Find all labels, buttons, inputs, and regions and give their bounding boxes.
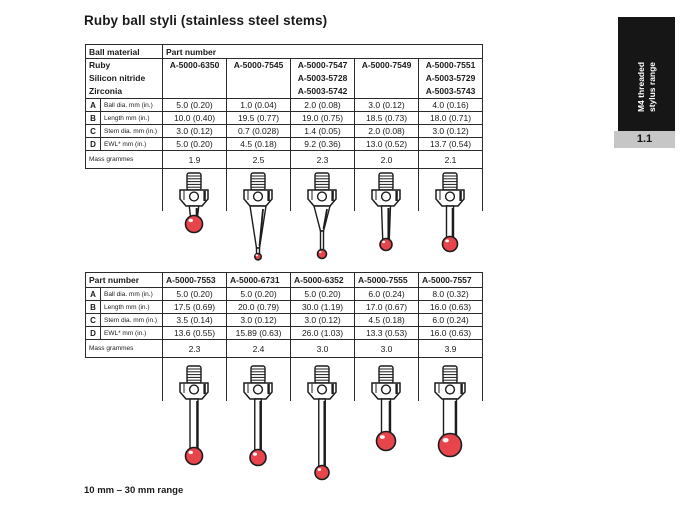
page-title: Ruby ball styli (stainless steel stems) (84, 13, 328, 28)
column-divider (418, 358, 419, 401)
ball-material-header: Ball material (86, 45, 163, 59)
spec-value: 5.0 (0.20) (163, 138, 227, 151)
stylus-a-5000-7547 (290, 171, 354, 267)
spec-value: 2.0 (0.08) (355, 125, 419, 138)
row-letter: C (86, 314, 101, 327)
spec-value: 9.2 (0.36) (291, 138, 355, 151)
stylus-a-5000-7551 (418, 171, 482, 267)
spec-value: 3.0 (0.12) (291, 314, 355, 327)
row-description: EWL* mm (in.) (101, 327, 163, 340)
spec-value: 1.0 (0.04) (227, 99, 291, 112)
spec-value: 20.0 (0.79) (227, 301, 291, 314)
spec-value: 3.0 (0.12) (355, 99, 419, 112)
part-number-cell: A-5000-7549 (355, 59, 419, 99)
row-description: Length mm (in.) (101, 301, 163, 314)
column-divider (482, 168, 483, 211)
spec-value: 6.0 (0.24) (419, 314, 483, 327)
spec-value: 13.0 (0.52) (355, 138, 419, 151)
row-description: Ball dia. mm (in.) (101, 99, 163, 112)
spec-value: 2.0 (0.08) (291, 99, 355, 112)
ball-material-list (86, 59, 163, 99)
part-number-header: Part number (86, 273, 163, 288)
mass-label: Mass grammes (86, 151, 163, 169)
spec-value: 18.5 (0.73) (355, 112, 419, 125)
spec-table-lower (85, 272, 483, 358)
stylus-a-5000-7549 (354, 171, 418, 267)
spec-value: 13.3 (0.53) (355, 327, 419, 340)
row-letter: D (86, 327, 101, 340)
row-description: Stem dia. mm (in.) (101, 125, 163, 138)
spec-value: 6.0 (0.24) (355, 288, 419, 301)
spec-value: 16.0 (0.63) (419, 327, 483, 340)
mass-value: 2.5 (227, 151, 291, 169)
spec-value: 4.5 (0.18) (227, 138, 291, 151)
sidebar-tab (618, 17, 675, 131)
styli-illustrations-row-1 (162, 171, 482, 267)
stylus-a-5000-7545 (226, 171, 290, 267)
row-description: EWL* mm (in.) (101, 138, 163, 151)
column-divider (354, 358, 355, 401)
mass-label: Mass grammes (86, 340, 163, 358)
part-number-cell: A-5000-7547 A-5003-5728 A-5003-5742 (291, 59, 355, 99)
stylus-a-5000-6352 (290, 364, 354, 486)
spec-value: 1.4 (0.05) (291, 125, 355, 138)
spec-value: 5.0 (0.20) (227, 288, 291, 301)
spec-value: 17.5 (0.69) (163, 301, 227, 314)
mass-value: 2.0 (355, 151, 419, 169)
mass-value: 1.9 (163, 151, 227, 169)
spec-value: 30.0 (1.19) (291, 301, 355, 314)
column-divider (226, 358, 227, 401)
spec-table-upper (85, 44, 483, 169)
spec-value: 17.0 (0.67) (355, 301, 419, 314)
mass-value: 3.0 (291, 340, 355, 358)
spec-value: 0.7 (0.028) (227, 125, 291, 138)
column-divider (354, 168, 355, 211)
column-divider (162, 168, 163, 211)
column-divider (482, 358, 483, 401)
part-number-cell: A-5000-6352 (291, 273, 355, 288)
mass-value: 3.0 (355, 340, 419, 358)
spec-value: 4.5 (0.18) (355, 314, 419, 327)
row-description: Ball dia. mm (in.) (101, 288, 163, 301)
part-number-cell: A-5000-7545 (227, 59, 291, 99)
mass-value: 2.3 (163, 340, 227, 358)
stylus-a-5000-7557 (418, 364, 482, 486)
part-number-cell: A-5000-6731 (227, 273, 291, 288)
row-description: Stem dia. mm (in.) (101, 314, 163, 327)
part-number-cell: A-5000-7555 (355, 273, 419, 288)
part-number-cell: A-5000-7551 A-5003-5729 A-5003-5743 (419, 59, 483, 99)
row-description: Length mm (in.) (101, 112, 163, 125)
spec-value: 15.89 (0.63) (227, 327, 291, 340)
section-number-badge: 1.1 (614, 131, 675, 148)
stylus-a-5000-7553 (162, 364, 226, 486)
mass-value: 3.9 (419, 340, 483, 358)
range-caption: 10 mm – 30 mm range (84, 485, 184, 496)
spec-value: 5.0 (0.20) (163, 288, 227, 301)
spec-value: 8.0 (0.32) (419, 288, 483, 301)
spec-value: 26.0 (1.03) (291, 327, 355, 340)
material-silicon-nitride: Silicon nitride (89, 73, 146, 83)
material-ruby: Ruby (89, 60, 111, 70)
spec-value: 18.0 (0.71) (419, 112, 483, 125)
column-divider (226, 168, 227, 211)
part-number-header: Part number (163, 45, 483, 59)
row-letter: B (86, 112, 101, 125)
column-divider (162, 358, 163, 401)
part-number-cell: A-5000-6350 (163, 59, 227, 99)
mass-value: 2.1 (419, 151, 483, 169)
row-letter: A (86, 99, 101, 112)
column-divider (290, 358, 291, 401)
sidebar-tab-label: M4 threaded stylus range (635, 61, 657, 112)
mass-value: 2.4 (227, 340, 291, 358)
spec-value: 13.7 (0.54) (419, 138, 483, 151)
spec-value: 3.0 (0.12) (419, 125, 483, 138)
mass-value: 2.3 (291, 151, 355, 169)
row-letter: C (86, 125, 101, 138)
stylus-a-5000-6731 (226, 364, 290, 486)
stylus-a-5000-6350 (162, 171, 226, 267)
spec-value: 3.0 (0.12) (227, 314, 291, 327)
column-divider (418, 168, 419, 211)
spec-value: 16.0 (0.63) (419, 301, 483, 314)
spec-value: 3.0 (0.12) (163, 125, 227, 138)
spec-value: 4.0 (0.16) (419, 99, 483, 112)
material-zirconia: Zirconia (89, 86, 123, 96)
spec-value: 19.0 (0.75) (291, 112, 355, 125)
spec-value: 3.5 (0.14) (163, 314, 227, 327)
spec-value: 10.0 (0.40) (163, 112, 227, 125)
row-letter: A (86, 288, 101, 301)
part-number-cell: A-5000-7557 (419, 273, 483, 288)
styli-illustrations-row-2 (162, 364, 482, 486)
stylus-a-5000-7555 (354, 364, 418, 486)
spec-value: 5.0 (0.20) (291, 288, 355, 301)
spec-value: 19.5 (0.77) (227, 112, 291, 125)
spec-value: 5.0 (0.20) (163, 99, 227, 112)
column-divider (290, 168, 291, 211)
row-letter: D (86, 138, 101, 151)
row-letter: B (86, 301, 101, 314)
part-number-cell: A-5000-7553 (163, 273, 227, 288)
spec-value: 13.6 (0.55) (163, 327, 227, 340)
